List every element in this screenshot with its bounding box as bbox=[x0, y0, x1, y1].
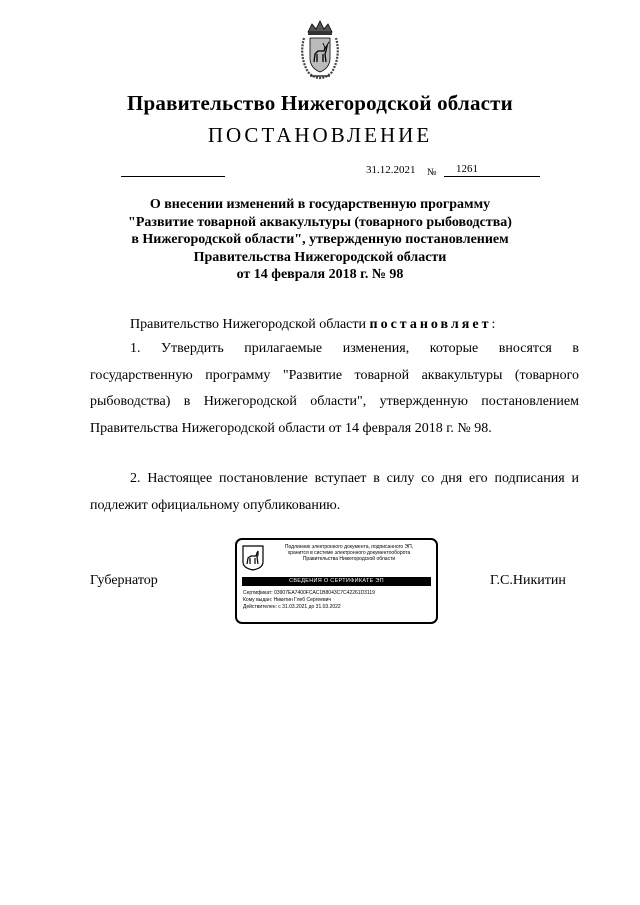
deer-emblem-icon bbox=[242, 545, 264, 571]
preamble-text: Правительство Нижегородской области bbox=[130, 317, 366, 332]
subject-line: от 14 февраля 2018 г. № 98 bbox=[236, 267, 404, 283]
document-number: 1261 bbox=[444, 162, 540, 177]
stamp-note bbox=[265, 544, 433, 563]
subject-line: "Развитие товарной аквакультуры (товарного рыбоводства) bbox=[128, 214, 512, 230]
signatory-name: Г.С.Никитин bbox=[490, 573, 566, 588]
date-blank-line bbox=[121, 176, 225, 177]
stamp-title: СВЕДЕНИЯ О СЕРТИФИКАТЕ ЭП bbox=[242, 577, 431, 586]
subject-line: Правительства Нижегородской области bbox=[193, 249, 447, 265]
document-date: 31.12.2021 bbox=[366, 164, 416, 176]
stamp-note-line: Подлинник электронного документа, подписанного ЭП, bbox=[284, 544, 414, 550]
preamble bbox=[90, 312, 579, 339]
stamp-note-line: Правительства Нижегородской области bbox=[302, 556, 396, 563]
coat-of-arms-icon bbox=[298, 18, 342, 80]
document-subject bbox=[80, 196, 560, 284]
signatory-position: Губернатор bbox=[90, 573, 158, 588]
certificate-row: Сертификат: 03907EA7400FCAC1B8043C7C42261D3119 bbox=[243, 590, 375, 596]
certificate-details bbox=[243, 590, 375, 611]
preamble-colon: : bbox=[491, 317, 496, 332]
organization-name: Правительство Нижегородской области bbox=[127, 91, 513, 115]
resolves-word: постановляет bbox=[369, 317, 492, 332]
subject-line: О внесении изменений в государственную программу bbox=[149, 197, 491, 212]
stamp-note-line: хранится в системе электронного документооборота bbox=[287, 550, 411, 557]
document-type: ПОСТАНОВЛЕНИЕ bbox=[207, 123, 433, 147]
resolution-item-2: 2. Настоящее постановление вступает в силу со дня его подписания и подлежит официальному опубликованию. bbox=[90, 471, 579, 513]
electronic-signature-stamp bbox=[235, 538, 438, 624]
subject-line: в Нижегородской области", утвержденную постановлением bbox=[131, 232, 509, 248]
certificate-row: Действителен: с 31.03.2021 до 31.03.2022 bbox=[243, 604, 341, 610]
resolution-item-1: 1. Утвердить прилагаемые изменения, которые вносятся в государственную программу "Развитие товарной аквакультуры (товарного рыбоводства) в Нижегородской области", утвержденную постановлением Правительства Нижегородской области от 14 февраля 2018 г. № 98. bbox=[90, 341, 579, 436]
certificate-row: Кому выдан: Никитин Глеб Сергеевич bbox=[243, 597, 332, 603]
number-label: № bbox=[427, 167, 437, 178]
